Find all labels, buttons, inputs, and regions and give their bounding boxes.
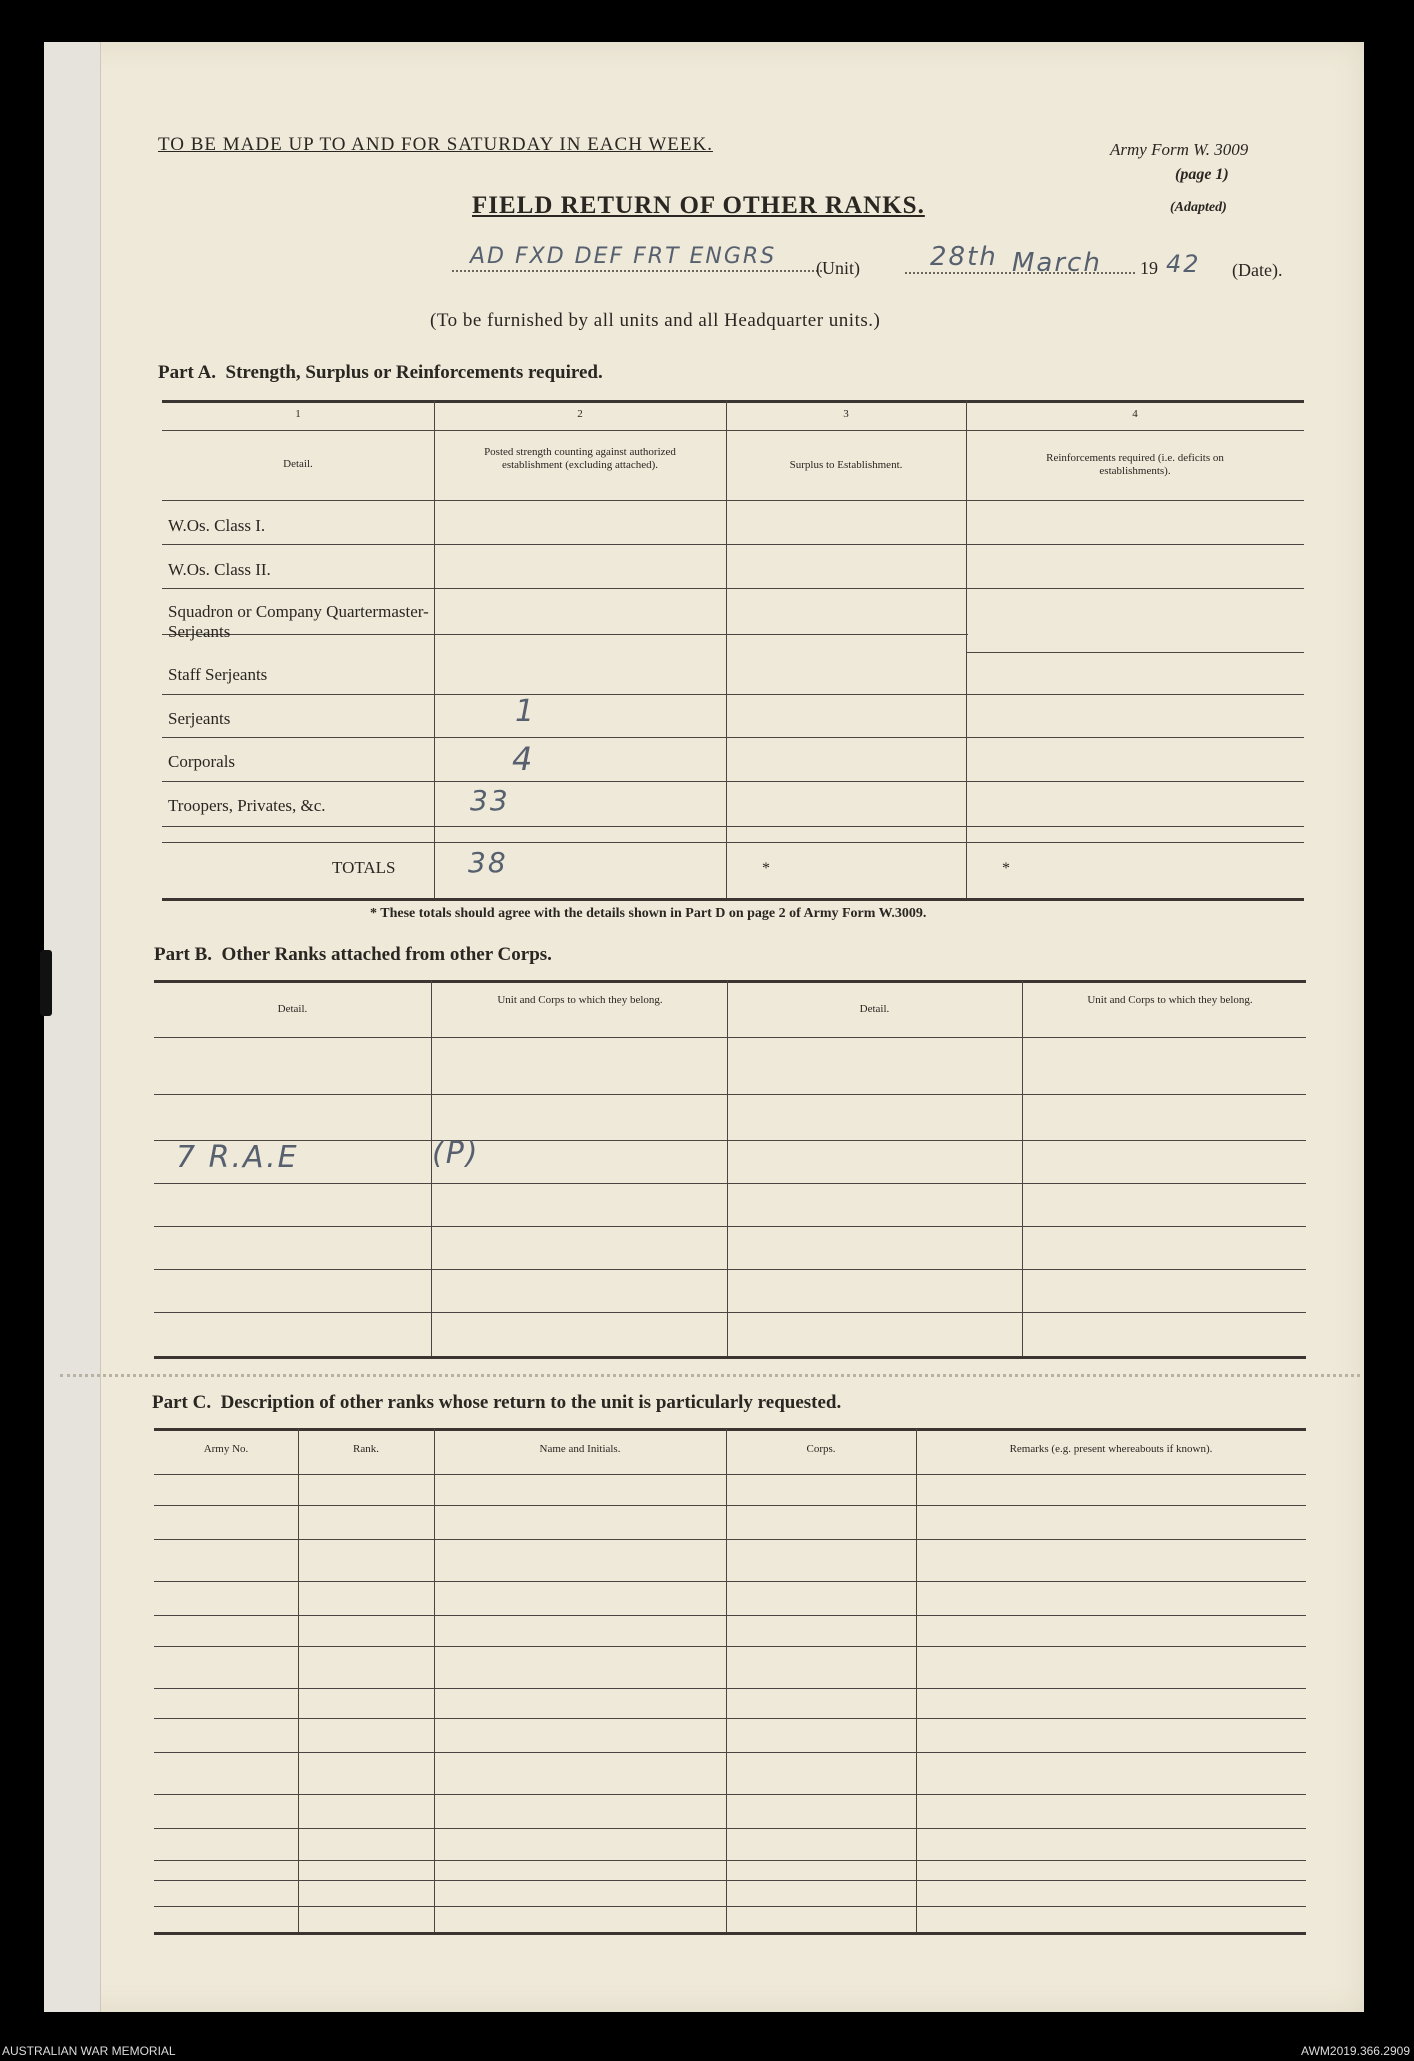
- perforation-line: [60, 1374, 1360, 1377]
- part-b-col-rule: [1022, 980, 1023, 1356]
- reinforcements-total-mark: *: [1002, 860, 1010, 877]
- date-label: (Date).: [1232, 260, 1283, 280]
- unit-label: (Unit): [816, 258, 860, 278]
- part-b-rule: [154, 1183, 1306, 1184]
- row-detail-cqms: Squadron or Company Quartermaster-Serjeants: [168, 602, 429, 641]
- part-a-rule: [162, 430, 1304, 431]
- part-a-top-rule: [162, 400, 1304, 403]
- footer-right: AWM2019.366.2909: [1301, 2044, 1410, 2058]
- date-year-suffix: 42: [1166, 250, 1201, 278]
- part-c-header-remarks: Remarks (e.g. present whereabouts if known).: [1009, 1443, 1213, 1455]
- row-detail-staff-sjt: Staff Serjeants: [168, 665, 268, 684]
- row-detail-wo2: W.Os. Class II.: [168, 560, 271, 579]
- row-detail-serjeants: Serjeants: [168, 709, 231, 728]
- date-day: 28th: [930, 242, 998, 272]
- archive-footer: [0, 2041, 1414, 2061]
- furnish-note: (To be furnished by all units and all Headquarter units.): [430, 310, 881, 331]
- posted-serjeants[interactable]: 1: [515, 694, 537, 729]
- part-c-rule: [154, 1860, 1306, 1861]
- part-a-rule: [162, 544, 1304, 545]
- posted-corporals[interactable]: 4: [512, 740, 535, 778]
- part-b-top-rule: [154, 980, 1306, 983]
- part-a-rule: [162, 500, 1304, 501]
- part-a-rule: [162, 737, 1304, 738]
- col-number-1: 1: [295, 408, 301, 420]
- part-c-rule: [154, 1794, 1306, 1795]
- part-a-col-rule: [434, 400, 435, 898]
- form-page: [44, 42, 1364, 2012]
- part-b-header-detail-1: Detail.: [277, 1003, 308, 1015]
- totals-value[interactable]: 38: [468, 846, 508, 879]
- part-c-heading: Part C. Description of other ranks whose return to the unit is particularly requested.: [152, 1392, 842, 1413]
- form-title: FIELD RETURN OF OTHER RANKS.: [472, 192, 925, 219]
- instruction-text: TO BE MADE UP TO AND FOR SATURDAY IN EACH WEEK.: [158, 134, 713, 155]
- part-b-header-unit-2: Unit and Corps to which they belong.: [1087, 994, 1253, 1006]
- part-b-header-detail-2: Detail.: [859, 1003, 890, 1015]
- part-c-rule: [154, 1880, 1306, 1881]
- part-c-top-rule: [154, 1428, 1306, 1431]
- row-detail-corporals: Corporals: [168, 752, 236, 771]
- part-a-rule: [162, 588, 1304, 589]
- row-detail-troopers: Troopers, Privates, &c.: [168, 796, 326, 815]
- part-b-col-rule: [727, 980, 728, 1356]
- part-c-rule: [154, 1828, 1306, 1829]
- part-b-entry-detail[interactable]: 7 R.A.E: [176, 1140, 299, 1175]
- part-c-rule: [154, 1718, 1306, 1719]
- part-a-rule: [966, 652, 1304, 653]
- binder-clip: [40, 950, 52, 1016]
- part-b-rule: [154, 1140, 1306, 1141]
- part-a-col-rule: [726, 400, 727, 898]
- part-c-rule: [154, 1581, 1306, 1582]
- col-header-posted: Posted strength counting against authorized establishment (excluding attached).: [484, 446, 676, 471]
- col-number-2: 2: [577, 408, 583, 420]
- part-b-heading: Part B. Other Ranks attached from other Corps.: [154, 944, 552, 965]
- part-b-header-unit-1: Unit and Corps to which they belong.: [497, 994, 663, 1006]
- page-number: (page 1): [1175, 166, 1229, 183]
- part-b-bottom-rule: [154, 1356, 1306, 1359]
- totals-label: TOTALS: [332, 858, 396, 877]
- col-header-surplus: Surplus to Establishment.: [789, 459, 903, 471]
- part-a-rule: [162, 826, 1304, 827]
- part-c-rule: [154, 1688, 1306, 1689]
- part-b-rule: [154, 1037, 1306, 1038]
- part-a-rule: [162, 694, 1304, 695]
- part-c-col-rule: [298, 1428, 299, 1932]
- part-c-bottom-rule: [154, 1932, 1306, 1935]
- part-a-heading: Part A. Strength, Surplus or Reinforcements required.: [158, 362, 603, 383]
- posted-troopers[interactable]: 33: [470, 784, 510, 817]
- part-c-rule: [154, 1615, 1306, 1616]
- part-c-header-name: Name and Initials.: [539, 1443, 621, 1455]
- part-c-header-rank: Rank.: [353, 1443, 379, 1455]
- part-c-rule: [154, 1474, 1306, 1475]
- part-b-rule: [154, 1094, 1306, 1095]
- part-b-rule: [154, 1312, 1306, 1313]
- date-month: March: [1012, 248, 1102, 278]
- binding-strip: [44, 42, 101, 2012]
- part-c-rule: [154, 1906, 1306, 1907]
- row-detail-wo1: W.Os. Class I.: [168, 516, 266, 535]
- unit-value: AD FXD DEF FRT ENGRS: [470, 244, 777, 269]
- part-c-rule: [154, 1505, 1306, 1506]
- part-c-header-corps: Corps.: [806, 1443, 836, 1455]
- col-header-detail: Detail.: [283, 458, 313, 470]
- adapted-label: (Adapted): [1170, 200, 1227, 215]
- part-c-rule: [154, 1646, 1306, 1647]
- part-a-rule: [162, 842, 1304, 843]
- col-number-4: 4: [1132, 408, 1138, 420]
- part-c-col-rule: [434, 1428, 435, 1932]
- col-number-3: 3: [843, 408, 849, 420]
- date-year-prefix: 19: [1140, 258, 1158, 278]
- part-a-col-rule: [966, 400, 967, 898]
- surplus-total-mark: *: [762, 860, 770, 877]
- part-c-col-rule: [916, 1428, 917, 1932]
- footer-left: AUSTRALIAN WAR MEMORIAL: [2, 2044, 176, 2058]
- part-c-rule: [154, 1752, 1306, 1753]
- part-c-col-rule: [726, 1428, 727, 1932]
- part-b-rule: [154, 1226, 1306, 1227]
- part-c-rule: [154, 1539, 1306, 1540]
- form-number: Army Form W. 3009: [1110, 140, 1249, 159]
- part-b-rule: [154, 1269, 1306, 1270]
- part-b-entry-unit[interactable]: (P): [432, 1136, 480, 1171]
- col-header-reinforcements: Reinforcements required (i.e. deficits on establishments).: [1046, 452, 1224, 477]
- part-c-header-army-no: Army No.: [203, 1443, 249, 1455]
- part-a-bottom-rule: [162, 898, 1304, 901]
- part-a-footnote: * These totals should agree with the details shown in Part D on page 2 of Army Form W.3009.: [370, 906, 927, 921]
- part-a-rule: [162, 781, 1304, 782]
